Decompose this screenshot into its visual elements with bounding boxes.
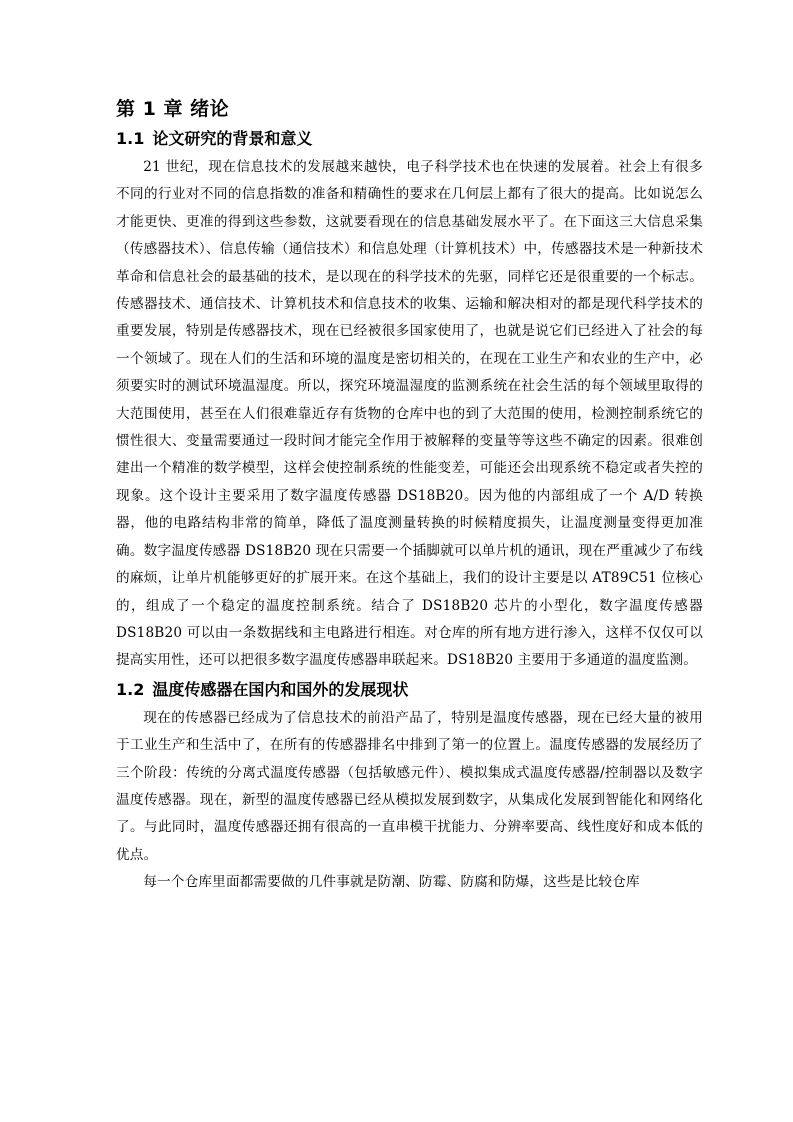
paragraph: 每一个仓库里面都需要做的几件事就是防潮、防霉、防腐和防爆，这些是比较仓库 — [143, 874, 640, 891]
section-number: 1.2 — [116, 679, 145, 699]
chapter-title: 第 1 章 绪论 — [116, 98, 230, 120]
section-title-text: 论文研究的背景和意义 — [152, 129, 313, 148]
section-heading-1-2 — [116, 677, 703, 703]
section-number: 1.1 — [116, 129, 145, 148]
section-heading-1-1 — [116, 126, 703, 152]
paragraph: 21 世纪，现在信息技术的发展越来越快，电子科学技术也在快速的发展着。社会上有很多不同的行业对不同的信息指数的准备和精确性的要求在几何层上都有了很大的提高。比如说怎么才能更快、更准的得到这些参数，这就要看现在的信息基础发展水平了。在下面这三大信息采集（传感器技术）、信息传输（通信技术）和信息处理（计算机技术）中，传感器技术是一种新技术革命和信息社会的最基础的技术，是以现在的科学技术的先驱，同样它还是很重要的一个标志。传感器技术、通信技术、计算机技术和信息技术的收集、运输和解决相对的都是现代科学技术的重要发展，特别是传感器技术，现在已经被很多国家使用了，也就是说它们已经进入了社会的每一个领域了。现在人们的生活和环境的温度是密切相关的，在现在工业生产和农业的生产中，必须要实时的测试环境温湿度。所以，探究环境温湿度的监测系统在社会生活的每个领域里取得的大范围使用，甚至在人们很难靠近存有货物的仓库中也的到了大范围的使用，检测控制系统它的惯性很大、变量需要通过一段时间才能完全作用于被解释的变量等等这些不确定的因素。很难创建出一个精准的数学模型，这样会使控制系统的性能变差，可能还会出现系统不稳定或者失控的现象。这个设计主要采用了数字温度传感器 DS18B20。因为他的内部组成了一个 A/D 转换器，他的电路结构非常的简单，降低了温度测量转换的时候精度损失，让温度测量变得更加准确。数字温度传感器 DS18B20 现在只需要一个插脚就可以单片机的通讯，现在严重减少了布线的麻烦，让单片机能够更好的扩展开来。在这个基础上，我们的设计主要是以 AT89C51 位核心的，组成了一个稳定的温度控制系统。结合了 DS18B20 芯片的小型化，数字温度传感器 DS18B20 可以由一条数据线和主电路进行相连。对仓库的所有地方进行渗入，这样不仅仅可以提高实用性，还可以把很多数字温度传感器串联起来。DS18B20 主要用于多通道的温度监测。 — [116, 159, 703, 669]
paragraph: 现在的传感器已经成为了信息技术的前沿产品了，特别是温度传感器，现在已经大量的被用于工业生产和生活中了，在所有的传感器排名中排到了第一的位置上。温度传感器的发展经历了三个阶段：传统的分离式温度传感器（包括敏感元件）、模拟集成式温度传感器/控制器以及数字温度传感器。现在，新型的温度传感器已经从模拟发展到数字，从集成化发展到智能化和网络化了。与此同时，温度传感器还拥有很高的一直串模干扰能力、分辨率要高、线性度好和成本低的优点。 — [116, 709, 703, 863]
section-title-text: 温度传感器在国内和国外的发展现状 — [152, 679, 409, 699]
